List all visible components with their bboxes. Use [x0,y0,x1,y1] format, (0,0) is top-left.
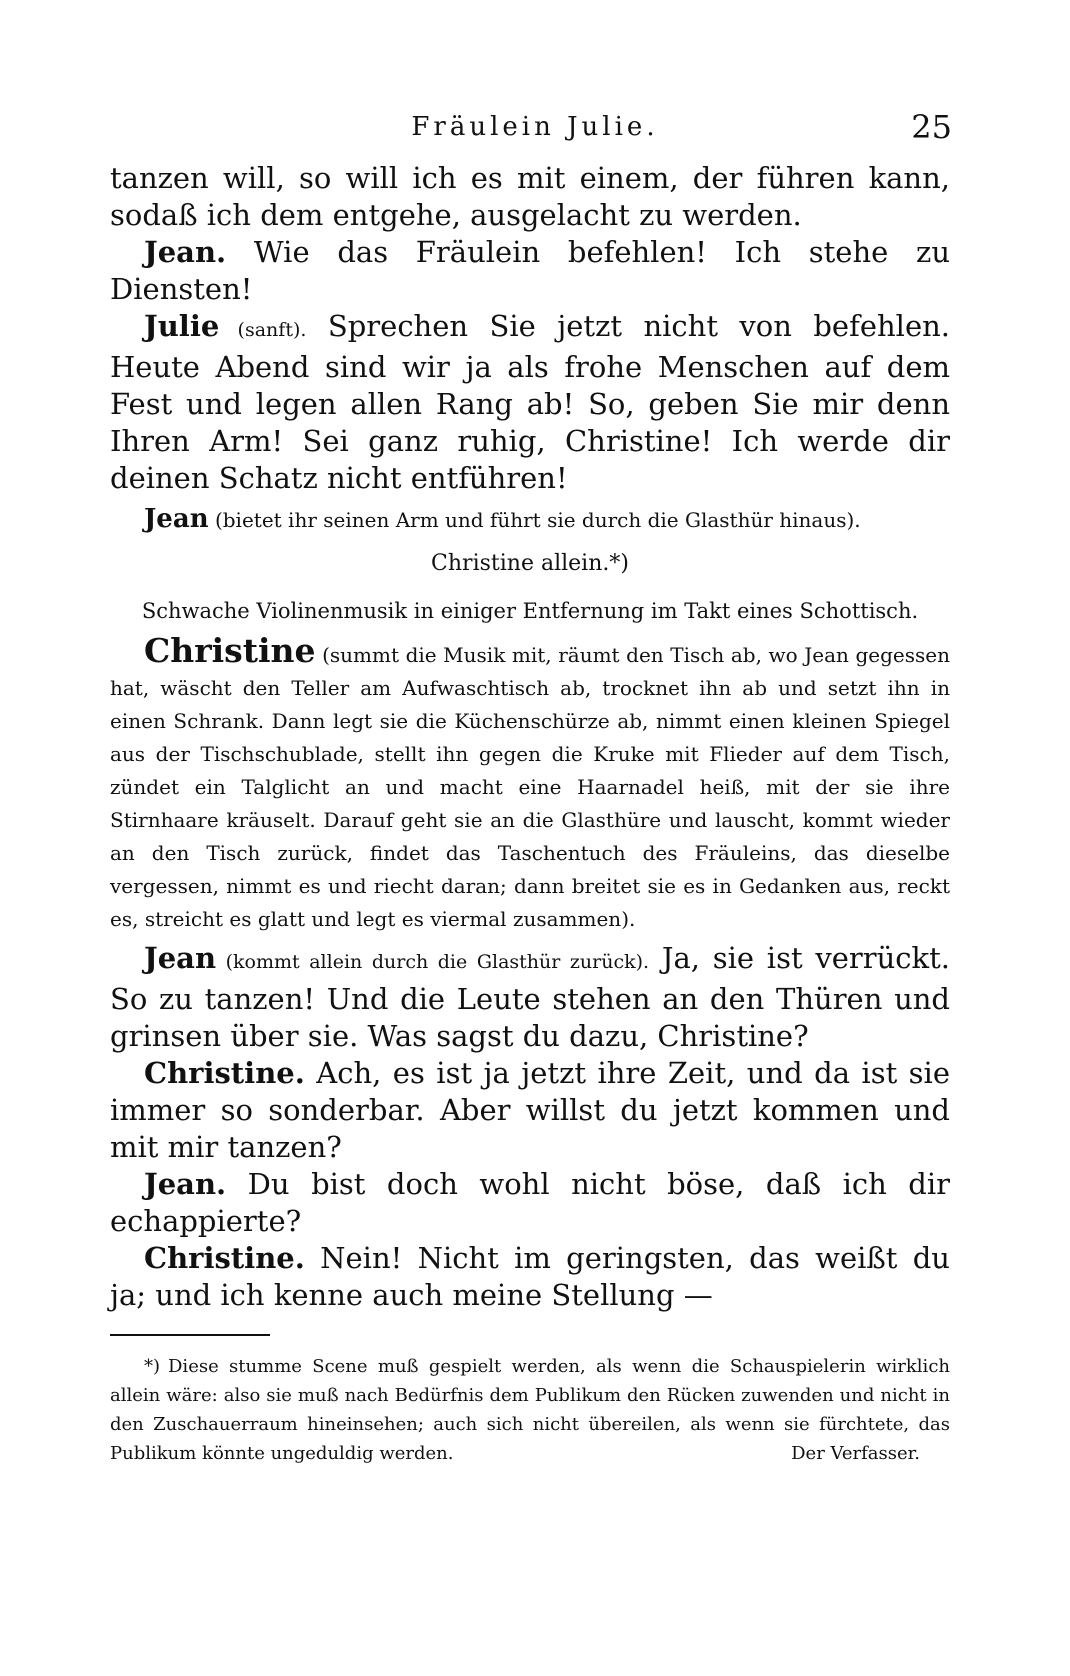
dialogue-christine-1 [110,1055,950,1166]
dialogue-text: Ach, es ist ja jetzt ihre Zeit, und da ist sie immer so sonderbar. Aber willst du jetzt kommen und mit mir tanzen? [110,1056,950,1164]
page-number: 25 [911,108,952,146]
dialogue-text: Sprechen Sie jetzt nicht von befehlen. Heute Abend sind wir ja als frohe Menschen auf dem Fest und legen allen Rang ab! So, geben Sie mir denn Ihren Arm! Sei ganz ruhig, Christine! Ich werde dir deinen Schatz nicht entführen! [110,309,951,495]
stage-direction-christine [110,631,950,936]
footnote-marker: *) [143,1356,160,1377]
scene-heading: Christine allein.*) [431,551,629,576]
dialogue-text: Ja, sie ist verrückt. So zu tanzen! Und die Leute stehen an den Thüren und grinsen über sie. Was sagst du dazu, Christine? [110,941,950,1053]
speaker-name: Jean. [144,235,227,269]
footnote [110,1352,950,1468]
running-title: Fräulein Julie. [411,112,659,142]
stage-direction: (summt die Musik mit, räumt den Tisch ab, wo Jean gegessen hat, wäscht den Teller am Aufwaschtisch ab, trocknet ihn ab und setzt ihn in einen Schrank. Dann legt sie die Küchenschürze ab, nimmt einen kleinen Spiegel aus der Tischschublade, stellt ihn gegen die Kruke mit Flieder auf dem Tisch, zündet ein Talglicht an und macht eine Haarnadel heiß, mit der sie ihre Stirnhaare kräuselt. Darauf geht sie an die Glasthüre und lauscht, kommt wieder an den Tisch zurück, findet das Taschentuch des Fräuleins, das dieselbe vergessen, nimmt es und riecht daran; dann breitet sie es in Gedanken aus, reckt es, streicht es glatt und legt es viermal zusammen). [110,643,950,931]
stage-direction: (bietet ihr seinen Arm und führt sie durch die Glasthür hinaus). [208,508,861,532]
dialogue-jean-2 [110,503,950,537]
page-header [0,108,1070,152]
speaker-name: Jean [144,941,217,975]
dialogue-christine-2 [110,1240,950,1314]
speaker-name: Christine. [144,1056,305,1090]
scene-description: Schwache Violinenmusik in einiger Entfernung im Takt eines Schottisch. [141,599,919,623]
dialogue-text: Nein! Nicht im geringsten, das weißt du ja; und ich kenne auch meine Stellung — [110,1241,950,1312]
footnote-signature: Der Verfasser. [791,1443,920,1464]
speaker-name: Christine. [144,1241,305,1275]
stage-direction: (kommt allein durch die Glasthür zurück). [216,951,650,973]
main-text [110,160,950,1314]
dialogue-text: Wie das Fräulein befehlen! Ich stehe zu Diensten! [110,235,950,306]
speaker-name: Julie [144,309,220,343]
dialogue-jean-1 [110,234,950,308]
speaker-name: Jean [144,504,209,534]
dialogue-jean-3 [110,940,950,1055]
paragraph-continuation [110,160,950,234]
stage-direction: (sanft). [219,319,307,341]
footnote-divider [110,1334,270,1336]
paragraph-text: tanzen will, so will ich es mit einem, der führen kann, sodaß ich dem entgehe, ausgelacht zu werden. [110,161,950,232]
footnote-text: Diese stumme Scene muß gespielt werden, als wenn die Schauspielerin wirklich allein wäre: also sie muß nach Bedürfnis dem Publikum den Rücken zuwenden und nicht in den Zuschauerraum hineinsehen; auch sich nicht übereilen, als wenn sie fürchtete, das Publikum könnte ungeduldig werden. [110,1356,950,1464]
dialogue-jean-4 [110,1166,950,1240]
dialogue-text: Du bist doch wohl nicht böse, daß ich dir echappierte? [110,1167,950,1238]
dialogue-julie-1 [110,308,950,497]
speaker-name: Jean. [144,1167,227,1201]
speaker-name: Christine [144,631,316,670]
